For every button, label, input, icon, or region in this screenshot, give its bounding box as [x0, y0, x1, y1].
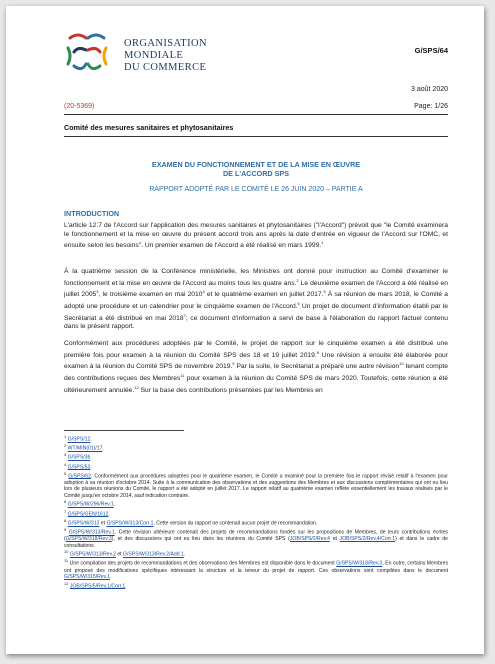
footnote-link[interactable]: G/SPS/W/318/Rev.3 — [336, 561, 383, 568]
footnote-separator — [64, 430, 184, 431]
paragraph-2-text-g: ; ce document d'information a servi de base à l'élaboration du rapport factuel contenu dans le présent rapport. — [64, 314, 448, 331]
footnote-punctuation: . — [125, 583, 127, 590]
footnote-ref-9: 9 — [232, 361, 235, 367]
footnote-ref-1: 1 — [321, 240, 324, 245]
org-line-1: ORGANISATION — [124, 38, 207, 49]
footnote-ref-6: 6 — [297, 300, 300, 306]
footnote-text: . En outre, certains Membres ont proposé des modifications spécifiques intéressant la structure et la teneur du projet de rapport. Ces observations sont compilées dans le document — [64, 561, 448, 574]
footnote-8 — [64, 518, 448, 527]
paragraph-2 — [64, 268, 448, 332]
title-line-2: DE L'ACCORD SPS — [222, 169, 289, 178]
footnote-link[interactable]: G/SPS/36 — [67, 455, 91, 462]
footnote-number: 4 — [64, 461, 67, 467]
footnote-link[interactable]: G/SPS/W/318/Rev.3 — [65, 536, 112, 543]
header-rule-bottom — [64, 136, 448, 137]
footnote-number: 2 — [64, 443, 67, 449]
footnote-ref-11: 11 — [180, 372, 185, 378]
footnote-link[interactable]: G/SPS/53 — [67, 464, 91, 471]
document-title — [64, 160, 448, 178]
paragraph-2-text-e: À sa réunion de mars 2018, le Comité a adopté une procédure et un calendrier pour le cinquième examen de l'Accord. — [64, 291, 448, 311]
footnote-link[interactable]: G/SPS/W/313/Corr.1 — [106, 520, 154, 527]
footnote-text: et — [115, 551, 124, 558]
committee-name: Comité des mesures sanitaires et phytosanitaires — [64, 123, 234, 132]
footnote-link[interactable]: G/SPS/12 — [67, 436, 91, 443]
footnote-punctuation: . — [90, 455, 92, 462]
footnote-link[interactable]: JOB/SPS/2/Rev.4/Corr.1 — [339, 536, 396, 543]
footnote-link[interactable]: JOB/SPS/2/Rev.4 — [289, 536, 330, 543]
footnote-link[interactable]: G/SPS/W/313/Rev.1 — [68, 529, 115, 536]
paragraph-3-text-d: tenant compte des contributions reçues des Membres — [64, 363, 448, 383]
reference-number: (20-5369) — [64, 103, 95, 110]
footnote-link[interactable]: G/SPS/62 — [68, 473, 91, 480]
page-number: Page: 1/26 — [414, 103, 448, 110]
paragraph-3-text-b: Une révision a ensuite été élaborée pour examen à la réunion du Comité SPS de novembre 2019. — [64, 351, 448, 371]
org-line-3: DU COMMERCE — [124, 62, 207, 73]
header-rule-top — [64, 114, 448, 115]
footnote-6 — [64, 499, 448, 508]
paragraph-1 — [64, 222, 448, 251]
wto-logo-icon — [64, 28, 110, 74]
footnote-link[interactable]: G/SPS/W/296/Rev.1 — [67, 502, 114, 509]
footnote-11 — [64, 558, 448, 580]
section-heading: INTRODUCTION — [64, 209, 120, 218]
footnote-text: ) et dans le cadre de consultations. — [64, 536, 448, 549]
footnote-ref-2: 2 — [296, 277, 299, 283]
footnote-ref-5: 5 — [323, 289, 326, 295]
footnote-9 — [64, 527, 448, 549]
footnote-punctuation: . — [113, 502, 116, 509]
footnote-10 — [64, 549, 448, 558]
title-line-1: EXAMEN DU FONCTIONNEMENT ET DE LA MISE EN ŒUVRE — [151, 160, 361, 169]
paragraph-1-text: L'article 12:7 de l'Accord sur l'application des mesures sanitaires et phytosanitaires ("l'Accord") prévoit que "le Comité examinera le fonctionnement et la mise en œuvre du présent accord trois ans après la date d'entrée en vigueur de l'Accord sur l'OMC, et ensuite selon les besoins". Un premier examen de l'Accord a été réalisé en mars 1999. — [64, 222, 448, 250]
footnote-number: 9 — [64, 527, 67, 532]
footnote-link[interactable]: G/SPS/GEN/1612 — [67, 511, 109, 518]
paragraph-3-text-e: pour examen à la réunion du Comité SPS de mars 2020. Toutefois, cette réunion a été ultérieurement annulée. — [64, 375, 449, 394]
footnote-punctuation: . — [110, 574, 112, 581]
paragraph-3-text-f: Sur la base des contributions présentées par les Membres en — [138, 386, 323, 394]
footnote-2 — [64, 443, 448, 452]
footnote-text: et — [329, 536, 340, 543]
document-symbol: G/SPS/64 — [414, 46, 448, 55]
paragraph-2-text-a: À la quatrième session de la Conférence ministérielle, les Ministres ont donné pour instruction au Comité d'examiner le fonctionnement et la mise en œuvre de l'Accord au moins tous les quatre ans. — [64, 268, 448, 287]
footnote-ref-4: 4 — [202, 289, 205, 295]
paragraph-2-text-f: Un projet de document d'information établi par le Secrétariat a été distribué en mai 2018 — [64, 303, 449, 322]
footnote-ref-12: 12 — [134, 384, 139, 390]
footnote-link[interactable]: G/SPS/W/313/Rev.2 — [69, 551, 116, 558]
footnote-text: et — [99, 520, 107, 527]
footnote-punctuation: . — [90, 436, 92, 443]
footnotes — [64, 434, 448, 590]
document-subtitle: RAPPORT ADOPTÉ PAR LE COMITÉ LE 26 JUIN 2020 – PARTIE A — [149, 186, 363, 193]
footnote-ref-3: 3 — [96, 289, 99, 295]
paragraph-3 — [64, 340, 448, 395]
footnote-number: 1 — [64, 434, 67, 439]
footnote-1 — [64, 434, 448, 443]
paragraph-2-text-b: Le deuxième examen de l'Accord a été réalisé en juillet 2005 — [64, 279, 448, 299]
footnote-number: 7 — [64, 508, 67, 514]
footnote-link[interactable]: G/SPS/W/313/Rev.2/Add.1 — [123, 551, 184, 558]
footnote-text: . Conformément aux procédures adoptées pour le quatrième examen, le Comité a examiné pour la première fois le rapport révisé relatif à l'examen pour adoption à sa réunion d'octobre 2014. Suite à la communication des observations et des suggestions des Membres et aux discussions complémentaires qui ont eu lieu lors de plusieurs réunions du Comité, le rapport a été adopté en juillet 2017. Le rapport relatif au quatrième examen reflète essentiellement les travaux réalisés par le Comité jusqu'en octobre 2014, sauf indication contraire. — [64, 473, 448, 499]
org-line-2: MONDIALE — [124, 50, 184, 61]
footnote-ref-10: 10 — [399, 361, 404, 367]
footnote-punctuation: . — [183, 551, 186, 558]
footnote-ref-8: 8 — [316, 349, 319, 355]
footnote-ref-7: 7 — [183, 312, 186, 318]
footnote-link[interactable]: WT/MIN(01)/17 — [67, 445, 103, 452]
footnote-5 — [64, 471, 448, 500]
footnote-number: 11 — [64, 558, 69, 564]
footnote-number: 3 — [64, 452, 67, 458]
footnote-number: 12 — [64, 580, 69, 586]
footnote-number: 8 — [64, 517, 67, 523]
footnote-punctuation: . — [102, 445, 104, 452]
footnote-link[interactable]: G/SPS/W/315/Rev.1 — [64, 574, 111, 581]
footnote-punctuation: . — [108, 511, 110, 518]
paragraph-3-text-a: Conformément aux procédures adoptées par le Comité, le projet de rapport sur le cinquième examen a été distribué une première fois pour examen à la réunion du Comité SPS des 18 et 19 juillet 2019. — [64, 340, 448, 359]
footnote-text: ), et des discussions qui ont eu lieu dans les réunions du Comité SPS ( — [111, 536, 290, 543]
footnote-12 — [64, 581, 448, 590]
footnote-number: 5 — [64, 470, 67, 476]
document-page — [6, 6, 484, 654]
footnote-link[interactable]: JOB/SPS/5/Rev.1/Corr.1 — [69, 583, 126, 590]
paragraph-2-text-d: et le quatrième examen en juillet 2017. — [204, 291, 324, 299]
footnote-punctuation: . — [90, 464, 92, 471]
paragraph-2-text-c: , le troisième examen en mai 2010 — [98, 291, 203, 299]
footnote-text: . Cette version du rapport ne contenait aucun projet de recommandation. — [153, 520, 318, 527]
footnote-number: 6 — [64, 499, 67, 505]
footnote-3 — [64, 452, 448, 461]
footnote-link[interactable]: G/SPS/W/313 — [67, 520, 100, 527]
footnote-text: . Cette révision ultérieure contenait des projets de recommandations fondés sur les propositions de Membres, de leurs contributions écrites ( — [64, 529, 448, 543]
footnote-4 — [64, 462, 448, 471]
footnote-text: Une compilation des projets de recommandations et des observations des Membres est disponible dans le document — [68, 561, 337, 568]
footnote-number: 10 — [64, 549, 69, 555]
document-date: 3 août 2020 — [411, 86, 448, 93]
paragraph-3-text-c: Par la suite, le Secrétariat a préparé une autre révision — [234, 363, 400, 371]
footnote-7 — [64, 509, 448, 518]
organization-name — [124, 38, 207, 74]
